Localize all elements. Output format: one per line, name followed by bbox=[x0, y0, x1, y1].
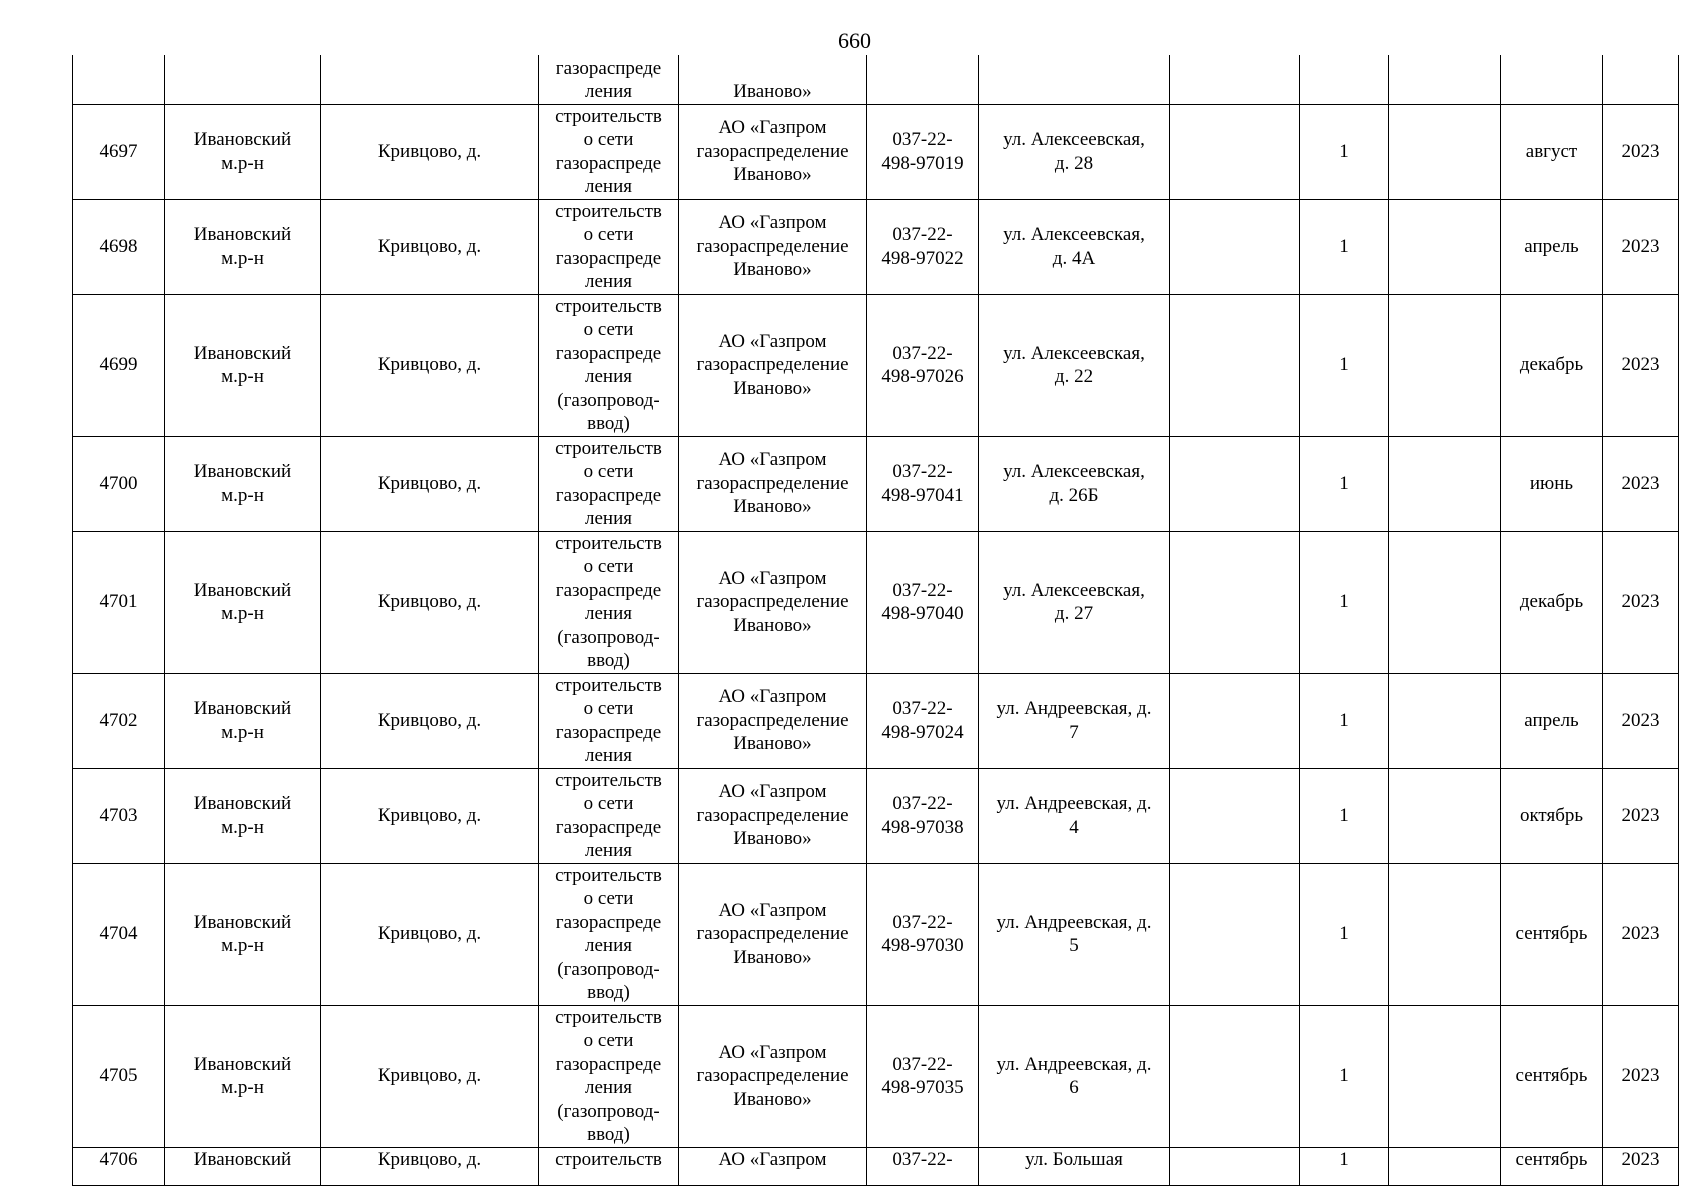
table-row bbox=[73, 673, 1679, 768]
table-row bbox=[73, 199, 1679, 294]
cell-district: Ивановский м.р-н bbox=[165, 768, 321, 863]
cell-year: 2023 bbox=[1603, 673, 1679, 768]
cell-district: Ивановский м.р-н bbox=[165, 104, 321, 199]
cell-district: Ивановский bbox=[165, 1147, 321, 1185]
cell-quantity: 1 bbox=[1300, 863, 1389, 1005]
cell-col8 bbox=[1170, 1005, 1300, 1147]
cell-col8 bbox=[1170, 863, 1300, 1005]
cell-address bbox=[979, 55, 1170, 104]
cell-code: 037-22- 498-97040 bbox=[867, 531, 979, 673]
table-row bbox=[73, 863, 1679, 1005]
cell-month bbox=[1501, 55, 1603, 104]
cell-work-type: строительств о сети газораспреде ления bbox=[539, 104, 679, 199]
cell-col8 bbox=[1170, 531, 1300, 673]
cell-address: ул. Большая bbox=[979, 1147, 1170, 1185]
cell-work-type: строительств о сети газораспреде ления (газопровод- ввод) bbox=[539, 531, 679, 673]
cell-number: 4697 bbox=[73, 104, 165, 199]
table-row bbox=[73, 768, 1679, 863]
cell-year: 2023 bbox=[1603, 1147, 1679, 1185]
cell-code: 037-22- 498-97035 bbox=[867, 1005, 979, 1147]
cell-year: 2023 bbox=[1603, 863, 1679, 1005]
cell-year bbox=[1603, 55, 1679, 104]
cell-col8 bbox=[1170, 768, 1300, 863]
page-number bbox=[0, 28, 1697, 54]
cell-col10 bbox=[1389, 1147, 1501, 1185]
cell-col10 bbox=[1389, 768, 1501, 863]
cell-settlement: Кривцово, д. bbox=[321, 768, 539, 863]
table-row bbox=[73, 1147, 1679, 1185]
cell-settlement bbox=[321, 55, 539, 104]
cell-col10 bbox=[1389, 863, 1501, 1005]
page-number-text: 660 bbox=[838, 28, 871, 53]
cell-organization: АО «Газпром газораспределение Иваново» bbox=[679, 294, 867, 436]
cell-month: сентябрь bbox=[1501, 1147, 1603, 1185]
cell-year: 2023 bbox=[1603, 436, 1679, 531]
cell-code: 037-22- 498-97024 bbox=[867, 673, 979, 768]
cell-address: ул. Андреевская, д. 5 bbox=[979, 863, 1170, 1005]
cell-work-type: строительств о сети газораспреде ления (газопровод- ввод) bbox=[539, 294, 679, 436]
cell-month: октябрь bbox=[1501, 768, 1603, 863]
cell-organization: АО «Газпром газораспределение Иваново» bbox=[679, 199, 867, 294]
cell-col8 bbox=[1170, 55, 1300, 104]
cell-quantity: 1 bbox=[1300, 1005, 1389, 1147]
cell-code: 037-22- bbox=[867, 1147, 979, 1185]
cell-month: декабрь bbox=[1501, 294, 1603, 436]
cell-number: 4703 bbox=[73, 768, 165, 863]
cell-code: 037-22- 498-97026 bbox=[867, 294, 979, 436]
cell-year: 2023 bbox=[1603, 531, 1679, 673]
table-row bbox=[73, 531, 1679, 673]
cell-number: 4706 bbox=[73, 1147, 165, 1185]
cell-quantity: 1 bbox=[1300, 294, 1389, 436]
cell-work-type: строительств о сети газораспреде ления bbox=[539, 768, 679, 863]
cell-code: 037-22- 498-97041 bbox=[867, 436, 979, 531]
table-row-continuation bbox=[73, 55, 1679, 104]
table-row bbox=[73, 104, 1679, 199]
cell-address: ул. Андреевская, д. 4 bbox=[979, 768, 1170, 863]
cell-month: сентябрь bbox=[1501, 863, 1603, 1005]
cell-number: 4704 bbox=[73, 863, 165, 1005]
cell-col10 bbox=[1389, 436, 1501, 531]
cell-settlement: Кривцово, д. bbox=[321, 863, 539, 1005]
cell-year: 2023 bbox=[1603, 1005, 1679, 1147]
cell-number bbox=[73, 55, 165, 104]
cell-year: 2023 bbox=[1603, 104, 1679, 199]
cell-col10 bbox=[1389, 104, 1501, 199]
cell-address: ул. Алексеевская, д. 22 bbox=[979, 294, 1170, 436]
cell-work-type: строительств о сети газораспреде ления bbox=[539, 673, 679, 768]
cell-number: 4705 bbox=[73, 1005, 165, 1147]
cell-organization: АО «Газпром газораспределение Иваново» bbox=[679, 863, 867, 1005]
cell-district: Ивановский м.р-н bbox=[165, 294, 321, 436]
cell-col10 bbox=[1389, 199, 1501, 294]
cell-month: июнь bbox=[1501, 436, 1603, 531]
cell-col10 bbox=[1389, 294, 1501, 436]
cell-col8 bbox=[1170, 436, 1300, 531]
cell-district: Ивановский м.р-н bbox=[165, 863, 321, 1005]
cell-month: сентябрь bbox=[1501, 1005, 1603, 1147]
cell-work-type: строительств о сети газораспреде ления (газопровод- ввод) bbox=[539, 863, 679, 1005]
cell-address: ул. Андреевская, д. 6 bbox=[979, 1005, 1170, 1147]
cell-organization: АО «Газпром газораспределение Иваново» bbox=[679, 531, 867, 673]
cell-address: ул. Алексеевская, д. 26Б bbox=[979, 436, 1170, 531]
cell-quantity: 1 bbox=[1300, 104, 1389, 199]
cell-col8 bbox=[1170, 673, 1300, 768]
cell-address: ул. Андреевская, д. 7 bbox=[979, 673, 1170, 768]
cell-quantity: 1 bbox=[1300, 531, 1389, 673]
cell-month: август bbox=[1501, 104, 1603, 199]
cell-work-type: строительств о сети газораспреде ления bbox=[539, 199, 679, 294]
cell-settlement: Кривцово, д. bbox=[321, 1147, 539, 1185]
cell-organization: Иваново» bbox=[679, 55, 867, 104]
cell-col10 bbox=[1389, 1005, 1501, 1147]
table-row bbox=[73, 294, 1679, 436]
cell-col10 bbox=[1389, 531, 1501, 673]
cell-work-type: строительств о сети газораспреде ления (газопровод- ввод) bbox=[539, 1005, 679, 1147]
gasification-table bbox=[72, 55, 1679, 1186]
cell-district: Ивановский м.р-н bbox=[165, 673, 321, 768]
cell-address: ул. Алексеевская, д. 28 bbox=[979, 104, 1170, 199]
cell-work-type: строительств о сети газораспреде ления bbox=[539, 436, 679, 531]
cell-code: 037-22- 498-97030 bbox=[867, 863, 979, 1005]
cell-quantity: 1 bbox=[1300, 768, 1389, 863]
cell-year: 2023 bbox=[1603, 768, 1679, 863]
cell-col8 bbox=[1170, 199, 1300, 294]
table-body bbox=[73, 55, 1679, 1185]
cell-organization: АО «Газпром газораспределение Иваново» bbox=[679, 104, 867, 199]
cell-quantity: 1 bbox=[1300, 673, 1389, 768]
cell-organization: АО «Газпром газораспределение Иваново» bbox=[679, 673, 867, 768]
cell-settlement: Кривцово, д. bbox=[321, 294, 539, 436]
cell-organization: АО «Газпром газораспределение Иваново» bbox=[679, 1005, 867, 1147]
cell-district: Ивановский м.р-н bbox=[165, 1005, 321, 1147]
cell-organization: АО «Газпром газораспределение Иваново» bbox=[679, 436, 867, 531]
cell-col10 bbox=[1389, 673, 1501, 768]
cell-quantity: 1 bbox=[1300, 436, 1389, 531]
cell-district bbox=[165, 55, 321, 104]
cell-col8 bbox=[1170, 1147, 1300, 1185]
cell-col10 bbox=[1389, 55, 1501, 104]
cell-settlement: Кривцово, д. bbox=[321, 199, 539, 294]
cell-work-type: строительств bbox=[539, 1147, 679, 1185]
cell-settlement: Кривцово, д. bbox=[321, 673, 539, 768]
cell-year: 2023 bbox=[1603, 199, 1679, 294]
cell-district: Ивановский м.р-н bbox=[165, 199, 321, 294]
cell-district: Ивановский м.р-н bbox=[165, 436, 321, 531]
cell-col8 bbox=[1170, 104, 1300, 199]
cell-number: 4700 bbox=[73, 436, 165, 531]
cell-code: 037-22- 498-97022 bbox=[867, 199, 979, 294]
cell-code: 037-22- 498-97019 bbox=[867, 104, 979, 199]
cell-month: декабрь bbox=[1501, 531, 1603, 673]
table-row bbox=[73, 1005, 1679, 1147]
cell-settlement: Кривцово, д. bbox=[321, 104, 539, 199]
cell-number: 4701 bbox=[73, 531, 165, 673]
cell-address: ул. Алексеевская, д. 27 bbox=[979, 531, 1170, 673]
cell-quantity: 1 bbox=[1300, 1147, 1389, 1185]
cell-organization: АО «Газпром bbox=[679, 1147, 867, 1185]
cell-quantity bbox=[1300, 55, 1389, 104]
cell-code bbox=[867, 55, 979, 104]
cell-settlement: Кривцово, д. bbox=[321, 1005, 539, 1147]
cell-settlement: Кривцово, д. bbox=[321, 436, 539, 531]
cell-settlement: Кривцово, д. bbox=[321, 531, 539, 673]
cell-quantity: 1 bbox=[1300, 199, 1389, 294]
cell-organization: АО «Газпром газораспределение Иваново» bbox=[679, 768, 867, 863]
table-row bbox=[73, 436, 1679, 531]
cell-year: 2023 bbox=[1603, 294, 1679, 436]
cell-work-type: газораспреде ления bbox=[539, 55, 679, 104]
cell-month: апрель bbox=[1501, 673, 1603, 768]
cell-code: 037-22- 498-97038 bbox=[867, 768, 979, 863]
cell-month: апрель bbox=[1501, 199, 1603, 294]
cell-number: 4699 bbox=[73, 294, 165, 436]
cell-address: ул. Алексеевская, д. 4А bbox=[979, 199, 1170, 294]
cell-number: 4698 bbox=[73, 199, 165, 294]
cell-district: Ивановский м.р-н bbox=[165, 531, 321, 673]
cell-number: 4702 bbox=[73, 673, 165, 768]
cell-col8 bbox=[1170, 294, 1300, 436]
